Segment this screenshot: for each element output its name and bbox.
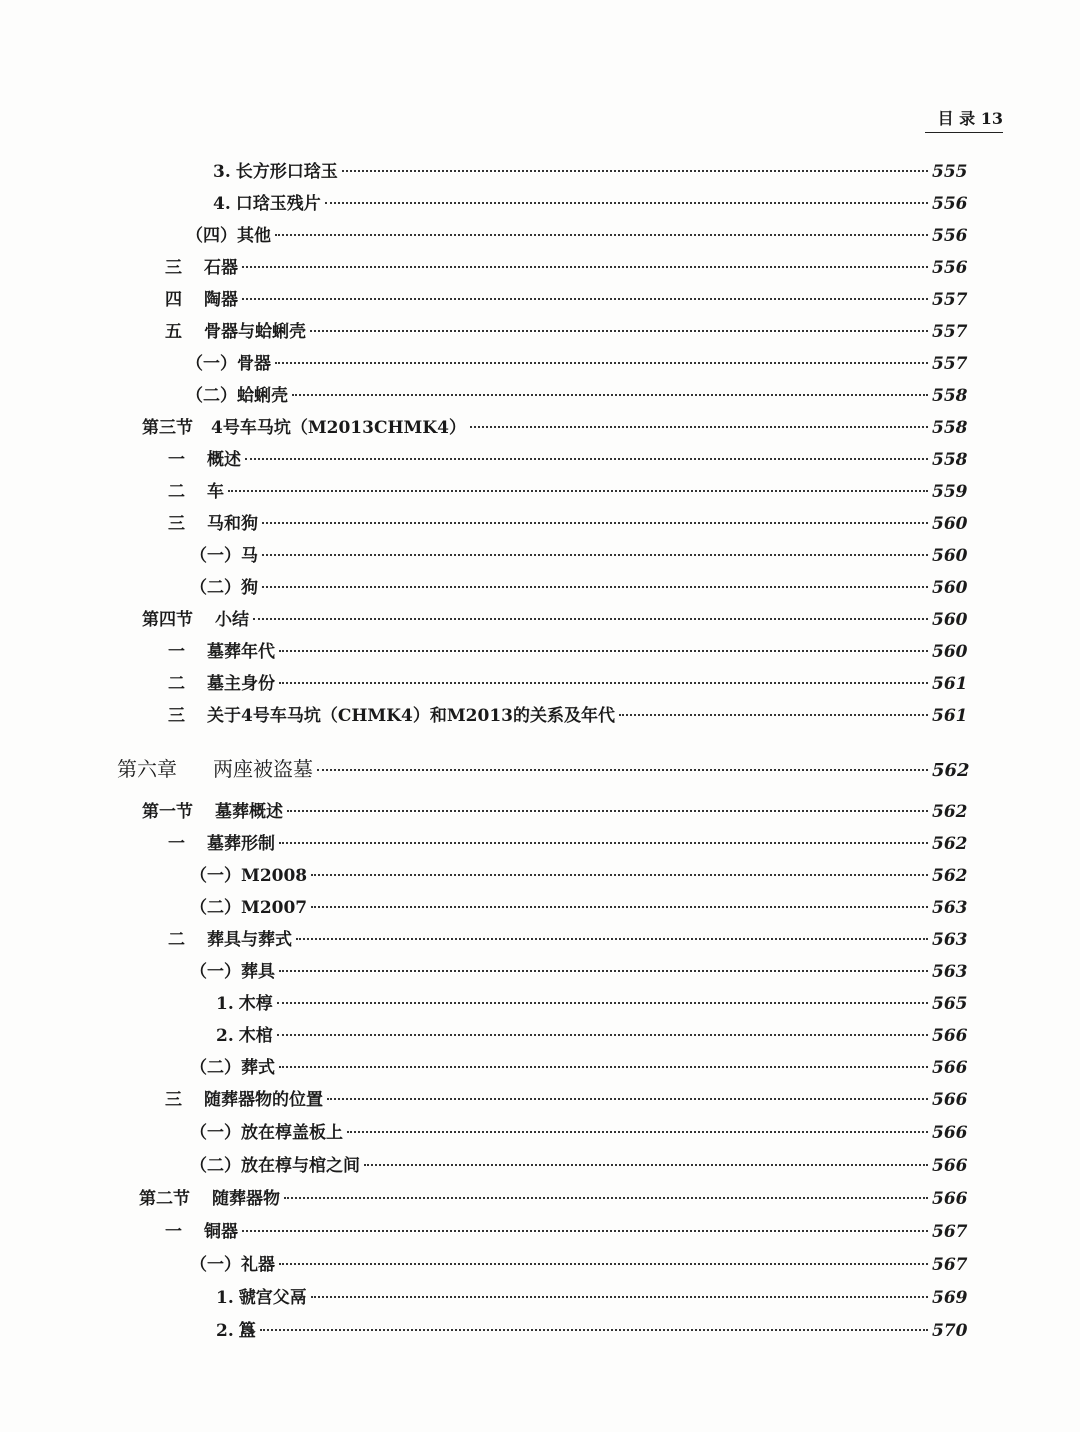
toc-entry-title: 墓葬形制 [207, 834, 275, 854]
toc-entry-title: 车 [207, 482, 224, 502]
dot-leader [279, 650, 928, 652]
toc-entry-page: 566 [932, 1189, 968, 1209]
toc-entry-page: 560 [932, 578, 968, 598]
toc-entry [168, 509, 966, 539]
toc-entry [168, 637, 966, 667]
toc-entry-title: 石器 [204, 258, 238, 278]
toc-entry [190, 1250, 966, 1280]
toc-entry-number: 第六章 [117, 757, 177, 781]
toc-entry-page: 563 [932, 898, 968, 918]
toc-entry-title: 口琀玉残片 [235, 194, 321, 214]
toc-entry-page: 569 [932, 1288, 968, 1308]
dot-leader [275, 234, 928, 236]
toc-entry-title: 礼器 [241, 1255, 275, 1275]
toc-entry-title: 马 [241, 546, 258, 566]
toc-entry-number: 四 [165, 290, 182, 310]
toc-entry-number: 第一节 [142, 802, 193, 822]
toc-entry [216, 989, 966, 1019]
dot-leader [296, 938, 928, 940]
toc-entry [142, 797, 966, 827]
dot-leader [277, 1002, 928, 1004]
toc-entry-page: 559 [932, 482, 968, 502]
toc-entry-page: 561 [932, 674, 968, 694]
toc-entry-number: 一 [168, 834, 185, 854]
toc-entry-number: （二） [190, 1058, 241, 1078]
toc-entry [165, 1085, 966, 1115]
dot-leader [279, 1066, 928, 1068]
dot-leader [311, 906, 928, 908]
toc-entry-page: 562 [932, 760, 970, 781]
toc-entry-page: 556 [932, 194, 968, 214]
dot-leader [342, 170, 928, 172]
toc-entry-page: 566 [932, 1090, 968, 1110]
toc-entry [216, 1316, 966, 1346]
toc-entry [216, 1021, 966, 1051]
dot-leader [347, 1131, 928, 1133]
toc-entry-number: 4. [213, 194, 231, 214]
toc-entry-title: 骨器与蛤蜊壳 [204, 322, 306, 342]
dot-leader [311, 1296, 928, 1298]
toc-entry-page: 562 [932, 834, 968, 854]
toc-entry [190, 1053, 966, 1083]
toc-entry-page: 561 [932, 706, 968, 726]
toc-entry [190, 957, 966, 987]
toc-entry-number: （一） [186, 354, 237, 374]
toc-entry-title: 木椁 [238, 994, 273, 1014]
toc-entry [168, 445, 966, 475]
toc-entry-title: M2008 [241, 866, 308, 886]
toc-entry-title: M2007 [241, 898, 308, 918]
dot-leader [317, 769, 928, 771]
toc-entry-number: 3. [213, 162, 231, 182]
toc-entry-page: 560 [932, 642, 968, 662]
dot-leader [470, 426, 928, 428]
toc-entry [168, 477, 966, 507]
toc-entry-page: 570 [932, 1321, 968, 1341]
toc-entry-title: 关于4号车马坑（CHMK4）和M2013的关系及年代 [207, 706, 615, 726]
toc-entry-title: 墓葬年代 [207, 642, 275, 662]
toc-entry-page: 567 [932, 1255, 968, 1275]
toc-entry [139, 1184, 966, 1214]
toc-entry [216, 1283, 966, 1313]
toc-entry-number: 三 [165, 258, 182, 278]
toc-entry [142, 605, 966, 635]
toc-entry-title: 簋 [238, 1321, 256, 1341]
toc-entry-page: 560 [932, 546, 968, 566]
toc-entry-page: 558 [932, 450, 968, 470]
dot-leader [245, 458, 928, 460]
toc-entry-title: 木棺 [238, 1026, 273, 1046]
toc-entry-number: （一） [190, 962, 241, 982]
dot-leader [619, 714, 928, 716]
toc-entry-number: （一） [190, 1255, 241, 1275]
toc-entry-title: 小结 [215, 610, 249, 630]
toc-entry-number: （二） [190, 898, 241, 918]
toc-entry-title: 铜器 [204, 1222, 238, 1242]
toc-entry-number: （一） [190, 1123, 241, 1143]
toc-entry [213, 157, 966, 187]
toc-entry-page: 566 [932, 1123, 968, 1143]
toc-entry-page: 557 [932, 322, 968, 342]
toc-entry-title: 葬式 [241, 1058, 275, 1078]
toc-entry-title: 放在椁与棺之间 [241, 1156, 360, 1176]
toc-entry-number: 二 [168, 482, 185, 502]
toc-entry-title: 蛤蜊壳 [237, 386, 288, 406]
toc-entry-page: 560 [932, 610, 968, 630]
toc-entry [168, 925, 966, 955]
toc-entry-number: 一 [168, 450, 185, 470]
running-header: 目 录 13 [925, 106, 1003, 133]
toc-entry-number: （二） [190, 1156, 241, 1176]
toc-entry-number: 五 [165, 322, 182, 342]
toc-entry-title: 4号车马坑（M2013CHMK4） [211, 418, 466, 438]
toc-entry-number: （四） [186, 226, 237, 246]
toc-entry-page: 557 [932, 290, 968, 310]
dot-leader [228, 490, 928, 492]
toc-entry-title: 葬具与葬式 [207, 930, 292, 950]
dot-leader [277, 1034, 928, 1036]
toc-entry-title: 陶器 [204, 290, 238, 310]
toc-entry-page: 556 [932, 258, 968, 278]
toc-entry-title: 狗 [241, 578, 258, 598]
toc-entry-page: 558 [932, 386, 968, 406]
toc-entry-title: 虢宫父鬲 [238, 1288, 307, 1308]
dot-leader [279, 1263, 928, 1265]
toc-entry-number: 1. [216, 1288, 234, 1308]
toc-entry-page: 565 [932, 994, 968, 1014]
toc-entry [165, 285, 966, 315]
toc-entry-page: 562 [932, 802, 968, 822]
toc-entry [186, 221, 966, 251]
toc-entry-page: 563 [932, 962, 968, 982]
toc-entry-page: 556 [932, 226, 968, 246]
dot-leader [284, 1197, 928, 1199]
toc-entry-title: 随葬器物的位置 [204, 1090, 323, 1110]
toc-entry [186, 349, 966, 379]
dot-leader [279, 682, 928, 684]
toc-entry [142, 413, 966, 443]
toc-entry-number: 第二节 [139, 1189, 190, 1209]
toc-entry [190, 573, 966, 603]
dot-leader [262, 586, 928, 588]
toc-entry [190, 1151, 966, 1181]
toc-entry-number: 一 [165, 1222, 182, 1242]
toc-entry-number: 三 [168, 514, 185, 534]
toc-entry-page: 562 [932, 866, 968, 886]
toc-entry-number: 第四节 [142, 610, 193, 630]
toc-entry-page: 557 [932, 354, 968, 374]
toc-entry-number: 二 [168, 930, 185, 950]
toc-entry-number: 三 [165, 1090, 182, 1110]
toc-entry-number: （二） [190, 578, 241, 598]
dot-leader [260, 1329, 928, 1331]
toc-entry-number: 1. [216, 994, 234, 1014]
toc-entry-number: 第三节 [142, 418, 193, 438]
toc-chapter-entry [117, 753, 970, 783]
dot-leader [325, 202, 928, 204]
toc-entry [165, 317, 966, 347]
toc-entry [190, 1118, 966, 1148]
dot-leader [275, 362, 928, 364]
toc-entry-number: 三 [168, 706, 185, 726]
toc-entry [186, 381, 966, 411]
toc-entry [190, 861, 966, 891]
dot-leader [262, 554, 928, 556]
toc-entry-number: 二 [168, 674, 185, 694]
toc-entry-title: 其他 [237, 226, 271, 246]
toc-entry-title: 骨器 [237, 354, 271, 374]
toc-entry-page: 567 [932, 1222, 968, 1242]
dot-leader [279, 970, 928, 972]
dot-leader [279, 842, 928, 844]
toc-entry-number: （一） [190, 546, 241, 566]
toc-entry-page: 566 [932, 1058, 968, 1078]
toc-entry [165, 1217, 966, 1247]
toc-entry-page: 566 [932, 1156, 968, 1176]
toc-entry-number: （二） [186, 386, 237, 406]
toc-entry [168, 829, 966, 859]
dot-leader [287, 810, 928, 812]
dot-leader [262, 522, 928, 524]
toc-entry [168, 669, 966, 699]
toc-entry-number: 2. [216, 1026, 234, 1046]
toc-entry-page: 555 [932, 162, 968, 182]
toc-entry-title: 长方形口琀玉 [235, 162, 338, 182]
dot-leader [310, 330, 928, 332]
toc-entry-title: 概述 [207, 450, 241, 470]
toc-entry-page: 566 [932, 1026, 968, 1046]
toc-entry-number: 2. [216, 1321, 234, 1341]
toc-entry-title: 墓主身份 [207, 674, 275, 694]
dot-leader [242, 266, 928, 268]
toc-entry-title: 马和狗 [207, 514, 258, 534]
toc-entry-page: 563 [932, 930, 968, 950]
toc-entry-title: 两座被盗墓 [213, 757, 313, 781]
toc-entry [213, 189, 966, 219]
dot-leader [292, 394, 928, 396]
toc-entry [190, 541, 966, 571]
toc-entry-title: 放在椁盖板上 [241, 1123, 343, 1143]
dot-leader [242, 298, 928, 300]
dot-leader [253, 618, 928, 620]
toc-entry-number: 一 [168, 642, 185, 662]
toc-entry-page: 560 [932, 514, 968, 534]
toc-entry-page: 558 [932, 418, 968, 438]
toc-entry-number: （一） [190, 866, 241, 886]
toc-entry-title: 墓葬概述 [215, 802, 283, 822]
toc-entry [165, 253, 966, 283]
dot-leader [364, 1164, 928, 1166]
toc-entry [190, 893, 966, 923]
dot-leader [327, 1098, 928, 1100]
toc-entry [168, 701, 966, 731]
dot-leader [311, 874, 928, 876]
toc-entry-title: 葬具 [241, 962, 275, 982]
toc-entry-title: 随葬器物 [212, 1189, 280, 1209]
dot-leader [242, 1230, 928, 1232]
